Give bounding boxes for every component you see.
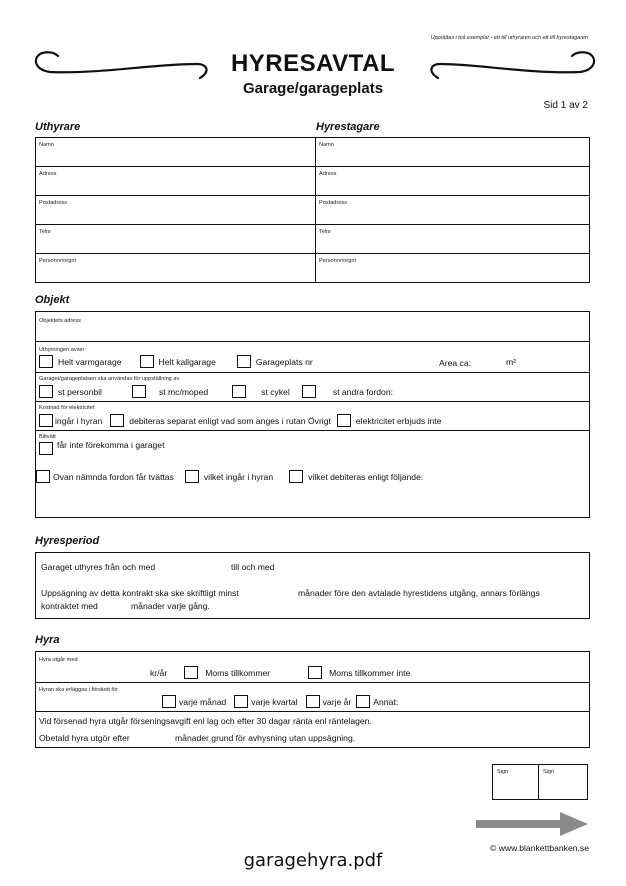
- uthyrare-name-field[interactable]: Namn: [39, 142, 54, 148]
- varje-kvartal-checkbox[interactable]: [234, 695, 248, 708]
- mc-label: st mc/moped: [158, 386, 209, 397]
- sign-left-field[interactable]: Sign: [497, 769, 509, 775]
- el-ingar-checkbox[interactable]: [39, 414, 53, 427]
- biltvatt-ovan-label: Ovan nämnda fordon får tvättas: [53, 471, 174, 482]
- uthyrare-heading: Uthyrare: [35, 121, 81, 133]
- helt-kallgarage-label: Helt kallgarage: [158, 356, 216, 367]
- el-separat-label: debiteras separat enligt vad som anges i rutan Övrigt: [129, 415, 331, 426]
- hyra-utgar-label: Hyra utgår med: [39, 657, 78, 663]
- hyrestagare-heading: Hyrestagare: [316, 121, 380, 133]
- personbil-count-box[interactable]: [39, 385, 53, 398]
- hyresperiod-from: Garaget uthyres från och med: [41, 562, 156, 572]
- forsenad-text: Vid försenad hyra utgår förseningsavgift enl lag och efter 30 dagar ränta enl räntelagen.: [39, 716, 372, 726]
- biltvatt-ej-checkbox[interactable]: [39, 442, 53, 455]
- mc-count-box[interactable]: [132, 385, 146, 398]
- obetald-text-1: Obetald hyra utgör efter: [39, 733, 130, 743]
- biltvatt-debiteras-checkbox[interactable]: [289, 470, 303, 483]
- el-label: Kostnad för elektricitet: [39, 405, 95, 411]
- el-ingar-label: ingår i hyran: [55, 415, 103, 426]
- moms-tillkommer-label: Moms tillkommer: [205, 667, 271, 678]
- biltvatt-ingar-label: vilket ingår i hyran: [203, 471, 274, 482]
- uthyrning-row: [39, 355, 313, 368]
- page-subtitle: Garage/garageplats: [242, 80, 384, 97]
- uthyrare-personnr-field[interactable]: Personnr/orgnr: [39, 258, 77, 264]
- varje-manad-checkbox[interactable]: [162, 695, 176, 708]
- biltvatt-ej-label: får inte förekomma i garaget: [57, 439, 165, 450]
- hyresperiod-to: till och med: [231, 562, 275, 572]
- andra-fordon-label: st andra fordon:: [332, 386, 394, 397]
- uppsagning-text-4: månader varje gång.: [131, 601, 210, 611]
- moms-tillkommer-inte-checkbox[interactable]: [308, 666, 322, 679]
- annat-checkbox[interactable]: [356, 695, 370, 708]
- uppsagning-text-2: månader före den avtalade hyrestidens utgång, annars förlängs: [298, 588, 540, 598]
- cykel-label: st cykel: [261, 386, 290, 397]
- area-unit: m²: [506, 357, 517, 367]
- uthyrning-label: Uthyrningen avser: [39, 347, 85, 353]
- varje-ar-checkbox[interactable]: [306, 695, 320, 708]
- uthyrare-address-field[interactable]: Adress: [39, 171, 57, 177]
- helt-varmgarage-checkbox[interactable]: [39, 355, 53, 368]
- copyright: © www.blankettbanken.se: [489, 843, 589, 853]
- kr-ar-label: kr/år: [150, 667, 168, 678]
- biltvatt-ej-row: [39, 439, 165, 455]
- sign-right-field[interactable]: Sign: [543, 769, 555, 775]
- biltvatt-label: Biltvätt: [39, 434, 56, 440]
- page-number: Sid 1 av 2: [543, 100, 588, 111]
- biltvatt-options-row: [36, 470, 423, 483]
- area-label: Area ca:: [439, 358, 472, 368]
- parties-table: [35, 137, 590, 283]
- cykel-count-box[interactable]: [232, 385, 246, 398]
- objekt-heading: Objekt: [35, 294, 70, 306]
- biltvatt-debiteras-label: vilket debiteras enligt följande:: [308, 471, 424, 482]
- andra-fordon-count-box[interactable]: [302, 385, 316, 398]
- uppsagning-text-1: Uppsägning av detta kontrakt ska ske skriftligt minst: [41, 588, 239, 598]
- el-erbjuds-inte-checkbox[interactable]: [337, 414, 351, 427]
- hyrestagare-name-field[interactable]: Namn: [319, 142, 334, 148]
- moms-tillkommer-inte-label: Moms tillkommer inte: [329, 667, 411, 678]
- biltvatt-ovan-checkbox[interactable]: [36, 470, 50, 483]
- obetald-text-2: månader grund för avhysning utan uppsägning.: [175, 733, 356, 743]
- garageplats-checkbox[interactable]: [237, 355, 251, 368]
- moms-tillkommer-checkbox[interactable]: [184, 666, 198, 679]
- objekt-address-field[interactable]: Objektets adress: [39, 318, 81, 324]
- anvandas-row: [39, 385, 393, 398]
- el-erbjuds-inte-label: elektricitet erbjuds inte: [355, 415, 442, 426]
- garageplats-label: Garageplats nr: [255, 356, 313, 367]
- hyrestagare-postaddress-field[interactable]: Postadress: [319, 200, 347, 206]
- hyra-amount-row: [150, 666, 410, 679]
- uppsagning-text-3: kontraktet med: [41, 601, 98, 611]
- forskott-label: Hyran ska erläggas i förskott för: [39, 687, 118, 693]
- forskott-row: [162, 695, 398, 708]
- annat-label: Annat:: [373, 696, 399, 707]
- filename-caption: garagehyra.pdf: [243, 850, 383, 871]
- uthyrare-postaddress-field[interactable]: Postadress: [39, 200, 67, 206]
- varje-kvartal-label: varje kvartal: [251, 696, 298, 707]
- hyrestagare-address-field[interactable]: Adress: [319, 171, 337, 177]
- header-note: Upprättas i två exemplar - ett till uthyraren och ett till hyrestagaren: [430, 35, 588, 41]
- uthyrare-phone-field[interactable]: Telnr: [39, 229, 52, 235]
- hyresperiod-heading: Hyresperiod: [35, 535, 100, 547]
- hyrestagare-phone-field[interactable]: Telnr: [319, 229, 332, 235]
- helt-kallgarage-checkbox[interactable]: [140, 355, 154, 368]
- next-page-arrow-icon[interactable]: [476, 812, 588, 836]
- el-separat-checkbox[interactable]: [110, 414, 124, 427]
- personbil-label: st personbil: [58, 386, 102, 397]
- varje-manad-label: varje månad: [179, 696, 227, 707]
- hyrestagare-personnr-field[interactable]: Personnr/orgnr: [319, 258, 357, 264]
- helt-varmgarage-label: Helt varmgarage: [58, 356, 122, 367]
- anvandas-label: Garaget/garageplatsen ska användas för uppställning av: [39, 376, 180, 382]
- page-title: HYRESAVTAL: [230, 50, 396, 77]
- varje-ar-label: varje år: [322, 696, 352, 707]
- hyra-heading: Hyra: [35, 634, 60, 646]
- biltvatt-ingar-checkbox[interactable]: [185, 470, 199, 483]
- el-row: [39, 414, 441, 427]
